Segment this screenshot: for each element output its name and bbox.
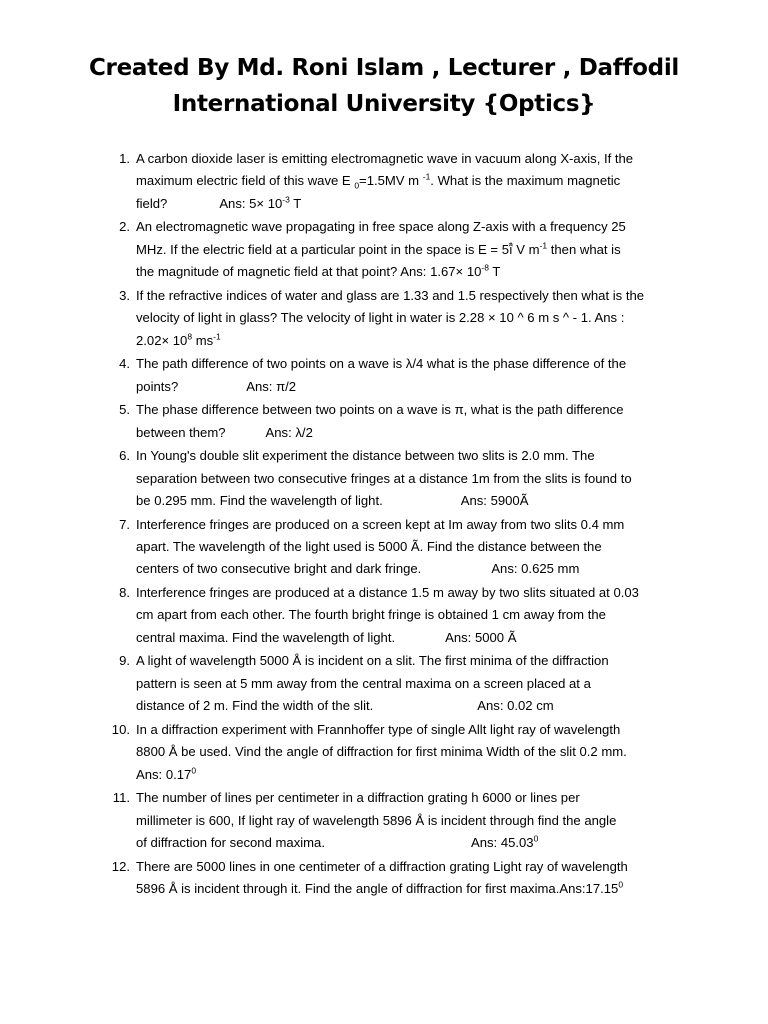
question-text: be 0.295 mm. Find the wavelength of light. Ans: 5900Ã (136, 493, 529, 509)
answer-text: Ans: π/2 (246, 378, 297, 394)
question-item (0, 514, 688, 581)
question-text: MHz. If the electric field at a particular point in the space is E = 5î̂ V $m^{-1}$ then what is (136, 240, 621, 257)
answer-text: Ans: 0.625 mm (491, 561, 580, 577)
question-text: central maxima. Find the wavelength of light. Ans: 5000 Ã (136, 629, 517, 645)
question-text: separation between two consecutive fringes at a distance 1m from the slits is found to (136, 470, 632, 486)
question-item (0, 719, 688, 786)
question-text: A carbon dioxide laser is emitting electromagnetic wave in vacuum along X-axis, If the (136, 151, 634, 166)
answer-text: Ans: 5000 Ã (445, 629, 517, 645)
question-text: In Young's double slit experiment the distance between two slits is 2.0 mm. The (136, 448, 595, 464)
question-text: velocity of light in glass? The velocity of light in water is 2.28 × 10 ^ 6 m s ^ - 1. Ans : (136, 310, 625, 326)
answer-text: Ans: $5\times 10^{-3}$ T (219, 194, 302, 211)
question-number: 12. (111, 858, 130, 874)
question-text: A light of wavelength 5000 Å is incident on a slit. The first minima of the diffraction (136, 653, 609, 669)
question-item (0, 445, 688, 512)
question-text: Interference fringes are produced at a distance 1.5 m away by two slits situated at 0.03 (136, 585, 639, 601)
question-text: distance of 2 m. Find the width of the slit. Ans: 0.02 cm (136, 698, 554, 714)
question-text: Interference fringes are produced on a screen kept at Im away from two slits 0.4 mm (136, 516, 625, 532)
question-text (136, 764, 688, 786)
question-text: The path difference of two points on a wave is λ/4 what is the phase difference of the (136, 356, 627, 372)
question-number: 10. (111, 721, 130, 737)
question-item (0, 353, 688, 398)
answer-text: Ans: 45.03$^0$ (470, 833, 539, 851)
question-number: 1. (119, 151, 130, 166)
question-item (0, 285, 688, 352)
question-text: There are 5000 lines in one centimeter of a diffraction grating Light ray of wavelength (136, 858, 628, 874)
question-text: points? Ans: π/2 (136, 378, 297, 394)
question-item (0, 148, 688, 215)
question-item (0, 582, 688, 649)
page-title (60, 50, 708, 122)
question-number: 9. (119, 653, 130, 669)
answer-text: Ans: 0.17$^0$ (136, 765, 197, 782)
answer-text: Ans: 0.02 cm (477, 698, 554, 714)
question-text: If the refractive indices of water and glass are 1.33 and 1.5 respectively then what is the (136, 287, 645, 303)
question-item (0, 650, 688, 717)
title-line-1: Created By Md. Roni Islam , Lecturer , Daffodil (88, 55, 680, 81)
answer-text: Ans: 5900Ã (460, 493, 529, 509)
title-line-2: International University {Optics} (172, 91, 596, 117)
question-text: millimeter is 600, If light ray of wavelength 5896 Å is incident through find the angle (136, 812, 617, 828)
question-text: apart. The wavelength of the light used is 5000 Ã. Find the distance between the (136, 539, 602, 555)
question-number: 7. (119, 516, 130, 532)
question-text: In a diffraction experiment with Frannhoffer type of single Allt light ray of wavelength (136, 721, 621, 737)
answer-text: Ans: λ/2 (265, 424, 313, 440)
question-text: field? Ans: $5\times 10^{-3}$ T (136, 194, 302, 211)
question-number: 6. (119, 448, 130, 464)
question-text: pattern is seen at 5 mm away from the central maxima on a screen placed at a (136, 675, 591, 691)
question-number: 11. (112, 790, 130, 806)
question-item (0, 399, 688, 444)
question-list (0, 148, 768, 902)
question-item (0, 856, 688, 901)
question-text: 8800 Å be used. Vind the angle of diffraction for first minima Width of the slit 0.2 mm. (136, 744, 627, 760)
question-number: 2. (119, 219, 130, 235)
question-number: 8. (119, 585, 130, 601)
question-number: 4. (119, 356, 130, 372)
question-text: the magnitude of magnetic field at that point? Ans: $1.67\times 10^{-8}$ T (136, 262, 501, 280)
question-text: $2.02\times 10^8$ $ms^{-1}$ (136, 331, 221, 348)
question-text: The number of lines per centimeter in a diffraction grating h 6000 or lines per (136, 790, 580, 806)
question-text: 5896 Å is incident through it. Find the angle of diffraction for first maxima.Ans:17.15$^0$ (136, 879, 624, 897)
question-item (0, 787, 688, 854)
question-text: between them? Ans: λ/2 (136, 424, 313, 440)
question-text: centers of two consecutive bright and dark fringe. Ans: 0.625 mm (136, 561, 580, 577)
question-text: of diffraction for second maxima. Ans: 45.03$^0$ (136, 833, 539, 851)
question-text: The phase difference between two points on a wave is π, what is the path difference (136, 402, 624, 418)
question-item (0, 216, 688, 283)
question-text: cm apart from each other. The fourth bright fringe is obtained 1 cm away from the (136, 607, 606, 623)
question-number: 3. (119, 287, 130, 303)
question-text: maximum electric field of this wave E $_0$=1.5MV m $^{-1}$. What is the maximum magnetic (136, 172, 621, 192)
question-text: An electromagnetic wave propagating in free space along Z-axis with a frequency 25 (136, 219, 626, 235)
question-number: 5. (119, 402, 130, 418)
